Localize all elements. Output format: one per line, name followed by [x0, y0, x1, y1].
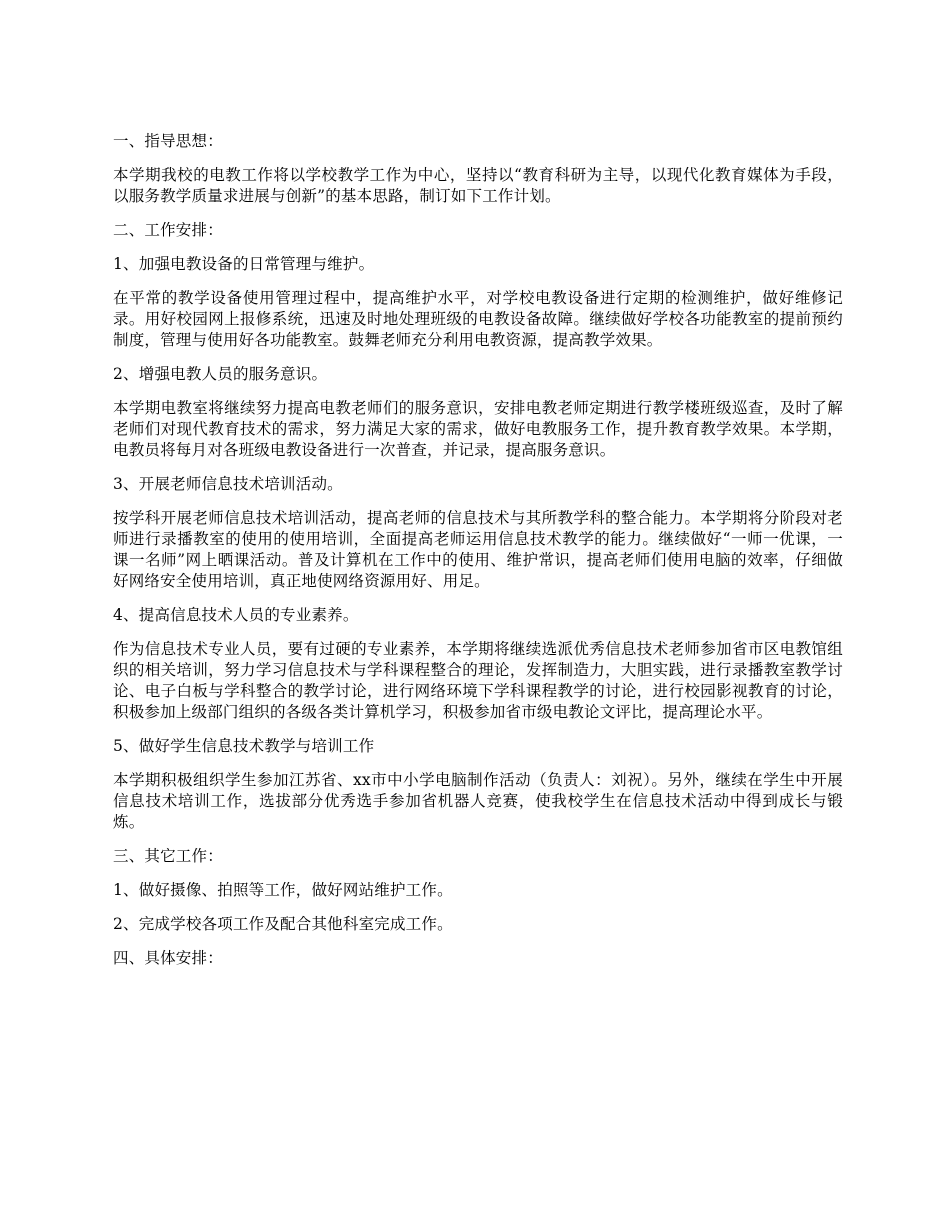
- paragraph-professional-quality: 作为信息技术专业人员，要有过硬的专业素养，本学期将继续选派优秀信息技术老师参加省市区电教馆组织的相关培训，努力学习信息技术与学科课程整合的理论，发挥制造力，大胆实践，进行录播教室教学讨论、电子白板与学科整合的教学讨论，进行网络环境下学科课程教学的讨论，进行校园影视教育的讨论，积极参加上级部门组织的各级各类计算机学习，积极参加省市级电教论文评比，提高理论水平。: [113, 640, 843, 721]
- subheading-teacher-training: 3、开展老师信息技术培训活动。: [113, 475, 343, 493]
- heading-guiding-ideology: 一、指导思想：: [113, 132, 223, 150]
- paragraph-equipment-maintenance: 在平常的教学设备使用管理过程中，提高维护水平，对学校电教设备进行定期的检测维护，做好维修记录。用好校园网上报修系统，迅速及时地处理班级的电教设备故障。继续做好学校各功能教室的提前预约制度，管理与使用好各功能教室。鼓舞老师充分利用电教资源，提高教学效果。: [113, 289, 843, 349]
- subheading-equipment-maintenance: 1、加强电教设备的日常管理与维护。: [113, 255, 375, 273]
- paragraph-guiding-ideology: 本学期我校的电教工作将以学校教学工作为中心，坚持以“教育科研为主导，以现代化教育媒体为手段，以服务教学质量求进展与创新”的基本思路，制订如下工作计划。: [113, 166, 843, 205]
- document-body: [113, 131, 843, 982]
- list-item-other-work-1: 1、做好摄像、拍照等工作，做好网站维护工作。: [113, 881, 453, 899]
- subheading-service-awareness: 2、增强电教人员的服务意识。: [113, 365, 328, 383]
- paragraph-student-training: 本学期积极组织学生参加江苏省、xx市中小学电脑制作活动（负责人：刘祝）。另外，继续在学生中开展信息技术培训工作，选拔部分优秀选手参加省机器人竞赛，使我校学生在信息技术活动中得到成长与锻炼。: [113, 771, 843, 831]
- subheading-professional-quality: 4、提高信息技术人员的专业素养。: [113, 606, 359, 624]
- list-item-other-work-2: 2、完成学校各项工作及配合其他科室完成工作。: [113, 915, 453, 933]
- heading-specific-arrangement: 四、具体安排：: [113, 949, 223, 967]
- heading-other-work: 三、其它工作：: [113, 847, 223, 865]
- paragraph-service-awareness: 本学期电教室将继续努力提高电教老师们的服务意识，安排电教老师定期进行教学楼班级巡查，及时了解老师们对现代教育技术的需求，努力满足大家的需求，做好电教服务工作，提升教育教学效果。本学期，电教员将每月对各班级电教设备进行一次普查，并记录，提高服务意识。: [113, 399, 843, 459]
- subheading-student-training: 5、做好学生信息技术教学与培训工作: [113, 737, 375, 755]
- heading-work-arrangement: 二、工作安排：: [113, 221, 223, 239]
- paragraph-teacher-training: 按学科开展老师信息技术培训活动，提高老师的信息技术与其所教学科的整合能力。本学期将分阶段对老师进行录播教室的使用的使用培训，全面提高老师运用信息技术教学的能力。继续做好“一师一优课，一课一名师”网上晒课活动。普及计算机在工作中的使用、维护常识，提高老师们使用电脑的效率，仔细做好网络安全使用培训，真正地使网络资源用好、用足。: [113, 509, 843, 590]
